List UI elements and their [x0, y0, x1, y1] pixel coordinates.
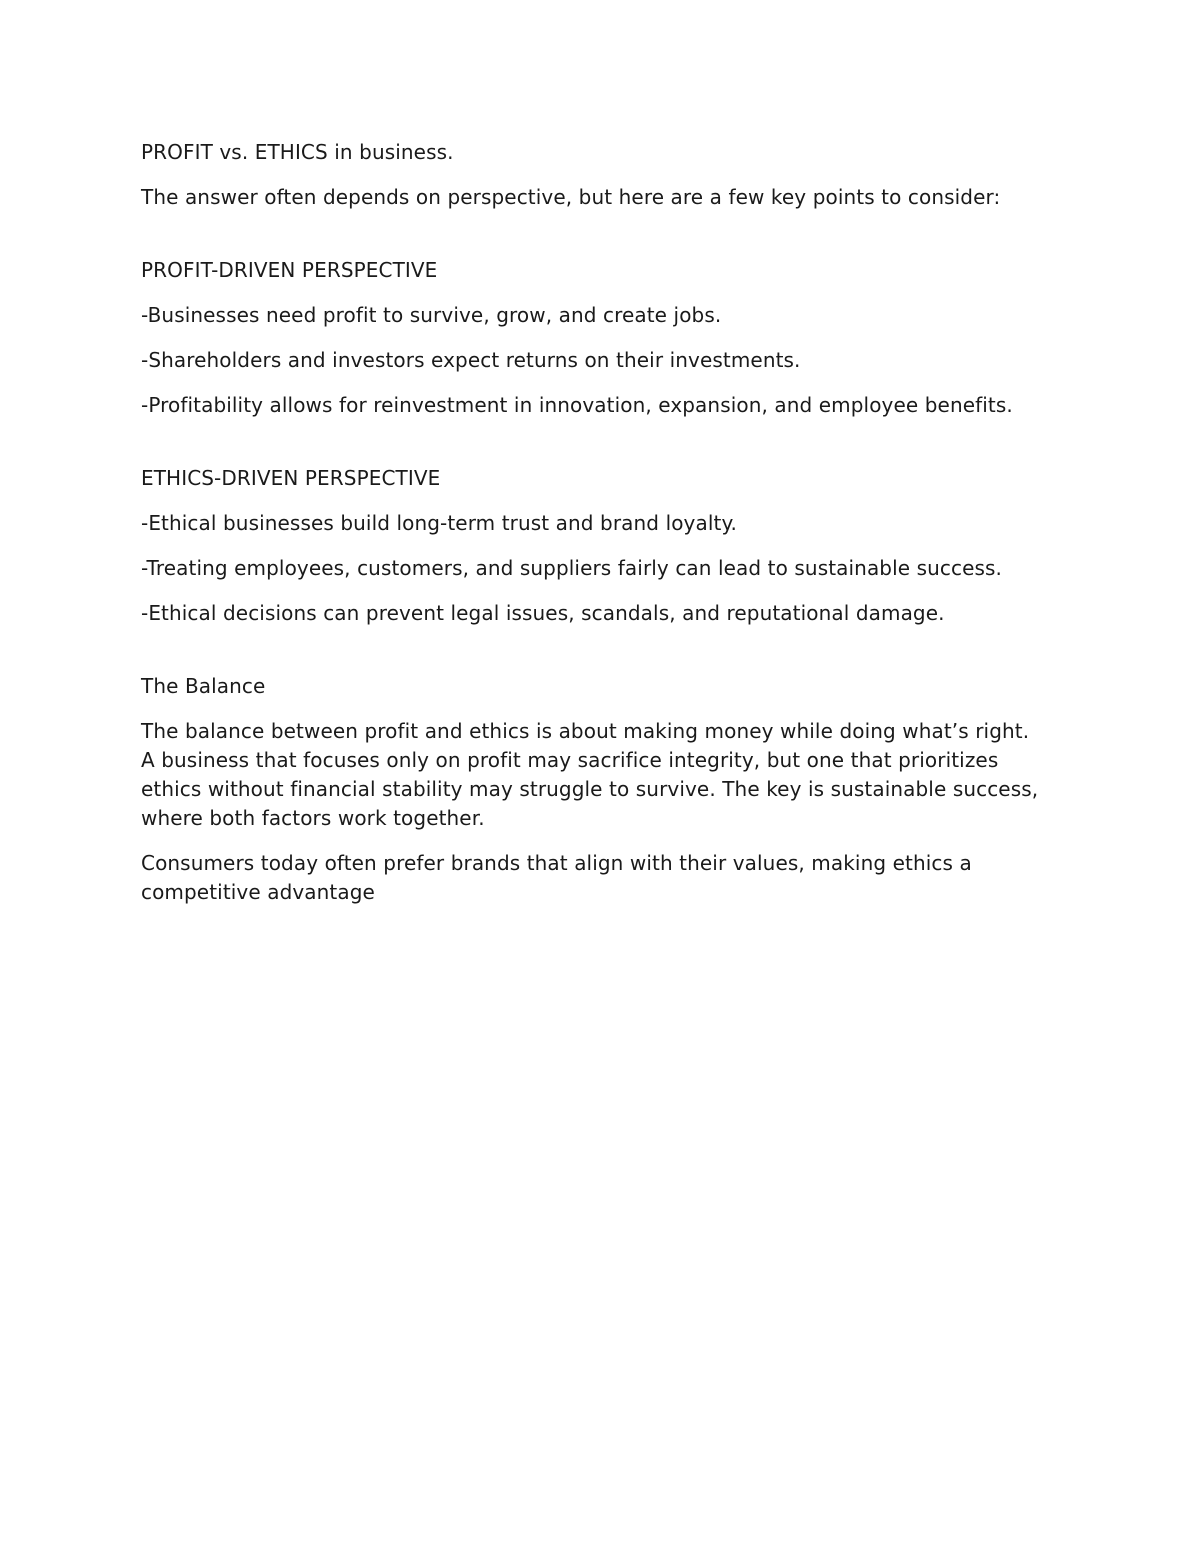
balance-paragraph: The balance between profit and ethics is about making money while doing what’s right. A business that focuses only on profit may sacrifice integrity, but one that prioritizes ethics without financial stability may struggle to survive. The key is sustainable success, where both factors work together.	[141, 719, 1039, 830]
document-title: PROFIT vs. ETHICS in business.	[141, 140, 454, 164]
section-heading-balance: The Balance	[141, 674, 266, 698]
ethics-point: -Treating employees, customers, and suppliers fairly can lead to sustainable success.	[141, 556, 1003, 580]
ethics-point: -Ethical businesses build long-term trust and brand loyalty.	[141, 511, 737, 535]
intro-paragraph: The answer often depends on perspective, but here are a few key points to consider:	[141, 185, 1001, 209]
section-heading-ethics: ETHICS-DRIVEN PERSPECTIVE	[141, 466, 441, 490]
balance-paragraph: Consumers today often prefer brands that align with their values, making ethics a competitive advantage	[141, 851, 972, 904]
ethics-point: -Ethical decisions can prevent legal issues, scandals, and reputational damage.	[141, 601, 945, 625]
profit-point: -Shareholders and investors expect returns on their investments.	[141, 348, 801, 372]
profit-point: -Profitability allows for reinvestment in innovation, expansion, and employee benefits.	[141, 393, 1013, 417]
document-body	[141, 138, 1041, 923]
profit-point: -Businesses need profit to survive, grow, and create jobs.	[141, 303, 722, 327]
section-heading-profit: PROFIT-DRIVEN PERSPECTIVE	[141, 258, 438, 282]
